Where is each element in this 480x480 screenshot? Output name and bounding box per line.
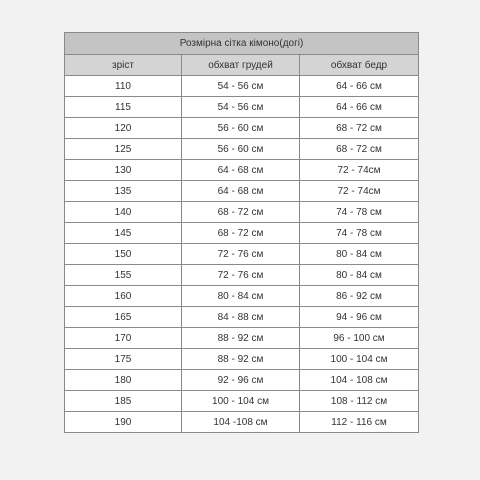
table-row [65, 97, 419, 118]
table-header-row [65, 55, 419, 76]
table-title-row [65, 33, 419, 55]
table-row [65, 349, 419, 370]
cell-chest: 72 - 76 см [182, 265, 300, 286]
table-row [65, 223, 419, 244]
cell-chest: 54 - 56 см [182, 76, 300, 97]
cell-chest: 72 - 76 см [182, 244, 300, 265]
cell-hips: 64 - 66 см [300, 76, 419, 97]
cell-chest: 56 - 60 см [182, 118, 300, 139]
cell-height: 135 [65, 181, 182, 202]
table-row [65, 181, 419, 202]
cell-hips: 108 - 112 см [300, 391, 419, 412]
cell-hips: 64 - 66 см [300, 97, 419, 118]
cell-hips: 104 - 108 см [300, 370, 419, 391]
cell-height: 115 [65, 97, 182, 118]
cell-height: 120 [65, 118, 182, 139]
cell-chest: 80 - 84 см [182, 286, 300, 307]
cell-hips: 68 - 72 см [300, 139, 419, 160]
cell-chest: 104 -108 см [182, 412, 300, 433]
table-row [65, 244, 419, 265]
table-row [65, 328, 419, 349]
size-chart-table [64, 32, 419, 433]
table-row [65, 202, 419, 223]
cell-chest: 68 - 72 см [182, 223, 300, 244]
table-title: Розмірна сітка кімоно(догі) [65, 33, 419, 55]
cell-hips: 74 - 78 см [300, 223, 419, 244]
cell-height: 175 [65, 349, 182, 370]
cell-hips: 100 - 104 см [300, 349, 419, 370]
cell-height: 190 [65, 412, 182, 433]
table-row [65, 160, 419, 181]
table-row [65, 370, 419, 391]
table-row [65, 307, 419, 328]
cell-chest: 68 - 72 см [182, 202, 300, 223]
cell-hips: 74 - 78 см [300, 202, 419, 223]
table-body [65, 76, 419, 433]
cell-height: 160 [65, 286, 182, 307]
cell-hips: 68 - 72 см [300, 118, 419, 139]
table-row [65, 76, 419, 97]
table-row [65, 139, 419, 160]
cell-hips: 80 - 84 см [300, 244, 419, 265]
cell-hips: 94 - 96 см [300, 307, 419, 328]
cell-height: 185 [65, 391, 182, 412]
table-row [65, 265, 419, 286]
cell-height: 140 [65, 202, 182, 223]
cell-hips: 86 - 92 см [300, 286, 419, 307]
cell-hips: 112 - 116 см [300, 412, 419, 433]
cell-hips: 80 - 84 см [300, 265, 419, 286]
cell-height: 110 [65, 76, 182, 97]
column-header-height: зріст [65, 55, 182, 76]
cell-hips: 96 - 100 см [300, 328, 419, 349]
cell-height: 170 [65, 328, 182, 349]
table-row [65, 391, 419, 412]
cell-chest: 84 - 88 см [182, 307, 300, 328]
cell-height: 165 [65, 307, 182, 328]
table-row [65, 412, 419, 433]
cell-chest: 92 - 96 см [182, 370, 300, 391]
table-row [65, 118, 419, 139]
cell-height: 145 [65, 223, 182, 244]
cell-height: 155 [65, 265, 182, 286]
cell-hips: 72 - 74см [300, 160, 419, 181]
column-header-chest: обхват грудей [182, 55, 300, 76]
cell-height: 130 [65, 160, 182, 181]
cell-height: 150 [65, 244, 182, 265]
cell-chest: 64 - 68 см [182, 181, 300, 202]
table-row [65, 286, 419, 307]
cell-chest: 88 - 92 см [182, 349, 300, 370]
cell-hips: 72 - 74см [300, 181, 419, 202]
cell-height: 180 [65, 370, 182, 391]
cell-chest: 100 - 104 см [182, 391, 300, 412]
cell-chest: 56 - 60 см [182, 139, 300, 160]
cell-height: 125 [65, 139, 182, 160]
cell-chest: 64 - 68 см [182, 160, 300, 181]
column-header-hips: обхват бедр [300, 55, 419, 76]
cell-chest: 88 - 92 см [182, 328, 300, 349]
cell-chest: 54 - 56 см [182, 97, 300, 118]
